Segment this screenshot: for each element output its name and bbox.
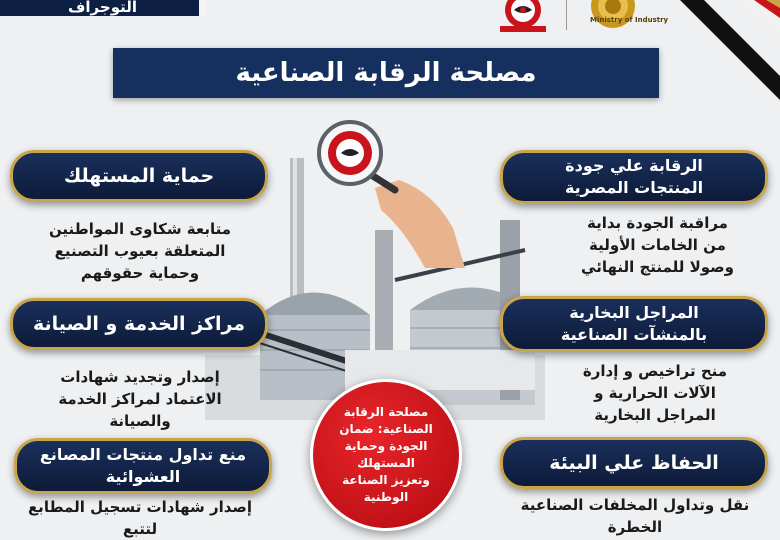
- card-quality-control-title: الرقابة علي جودة المنتجات المصرية: [500, 150, 768, 204]
- ministry-logo: [580, 0, 646, 30]
- top-accent-bar: [196, 0, 205, 16]
- mourning-ribbon: [680, 0, 780, 100]
- card-random-factories-desc: إصدار شهادات تسجيل المطابع لتتبع: [27, 498, 253, 538]
- card-consumer-protection-desc: متابعة شكاوى المواطنين المتعلقة بعيوب التصنيع وحماية حقوقهم: [48, 220, 232, 282]
- top-label: التوجراف: [0, 0, 205, 16]
- divider-line: [566, 0, 567, 30]
- card-environment-title: الحفاظ علي البيئة: [500, 437, 768, 489]
- card-random-factories-title: منع تداول منتجات المصانع العشوائية: [14, 438, 272, 494]
- page-title: مصلحة الرقابة الصناعية: [113, 48, 659, 98]
- card-environment-desc: نقل وتداول المخلفات الصناعية الخطرة: [520, 496, 750, 536]
- card-steam-boilers-desc: منح تراخيص و إدارة الآلات الحرارية و المراجل البخارية: [582, 362, 728, 424]
- card-quality-control-desc: مراقبة الجودة بداية من الخامات الأولية وصولا للمنتج النهائي: [581, 214, 734, 276]
- card-service-centers-title: مراكز الخدمة و الصيانة: [10, 298, 268, 350]
- ministry-logo-text: Ministry of Industry: [590, 16, 669, 24]
- card-service-centers-desc: إصدار وتجديد شهادات الاعتماد لمراكز الخدمة والصيانة: [58, 368, 222, 430]
- magnifier-illustration: [315, 118, 475, 268]
- card-steam-boilers-title: المراجل البخارية بالمنشآت الصناعية: [500, 296, 768, 352]
- authority-logo: [490, 0, 556, 36]
- card-consumer-protection-title: حماية المستهلك: [10, 150, 268, 202]
- center-statement-circle: مصلحة الرقابة الصناعية: ضمان الجودة وحماية المستهلك وتعزيز الصناعة الوطنية: [310, 379, 462, 531]
